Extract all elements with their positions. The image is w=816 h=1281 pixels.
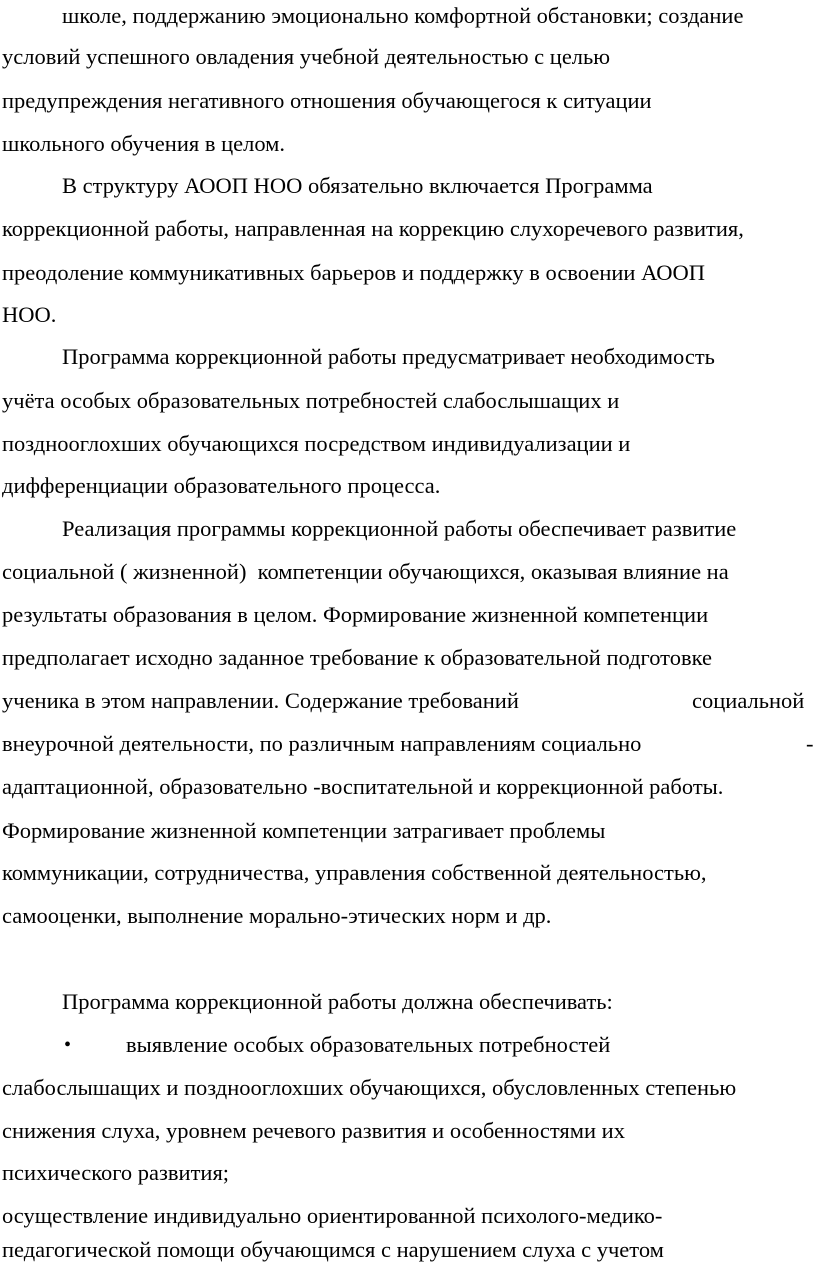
paragraph-start: Реализация программы коррекционной работы обеспечивает развитие bbox=[62, 516, 737, 541]
text-line: адаптационной, образовательно -воспитательной и коррекционной работы. bbox=[2, 774, 724, 799]
paragraph-start: Программа коррекционной работы должна обеспечивать: bbox=[62, 989, 613, 1014]
text-line: условий успешного овладения учебной деятельностью с целью bbox=[2, 44, 611, 69]
text-line: социальной ( жизненной) компетенции обучающихся, оказывая влияние на bbox=[2, 559, 729, 584]
text-line: коррекционной работы, направленная на коррекцию слухоречевого развития, bbox=[2, 216, 744, 241]
text-line: учёта особых образовательных потребностей слабослышащих и bbox=[2, 388, 620, 413]
text-line: школе, поддержанию эмоционально комфортной обстановки; создание bbox=[62, 3, 744, 28]
text-line: предполагает исходно заданное требование к образовательной подготовке bbox=[2, 645, 712, 670]
text-line: дифференциации образовательного процесса. bbox=[2, 473, 441, 498]
text-line: коммуникации, сотрудничества, управления собственной деятельностью, bbox=[2, 860, 707, 885]
text-line: НОО. bbox=[2, 302, 57, 327]
text-line: самооценки, выполнение морально-этических норм и др. bbox=[2, 903, 552, 928]
text-line: преодоление коммуникативных барьеров и поддержку в освоении АООП bbox=[2, 260, 705, 285]
text-line-fragment: - bbox=[806, 731, 814, 756]
text-line: результаты образования в целом. Формирование жизненной компетенции bbox=[2, 602, 709, 627]
paragraph-start: В структуру АООП НОО обязательно включается Программа bbox=[62, 173, 653, 198]
list-item-text: выявление особых образовательных потребностей bbox=[126, 1032, 611, 1057]
text-line: осуществление индивидуально ориентированной психолого-медико- bbox=[2, 1203, 663, 1228]
text-line: слабослышащих и позднооглохших обучающихся, обусловленных степенью bbox=[2, 1075, 737, 1100]
text-line: школьного обучения в целом. bbox=[2, 131, 286, 156]
text-line: ученика в этом направлении. Содержание требований bbox=[2, 688, 519, 713]
paragraph-start: Программа коррекционной работы предусматривает необходимость bbox=[62, 344, 715, 369]
text-line: позднооглохших обучающихся посредством индивидуализации и bbox=[2, 431, 631, 456]
text-line: снижения слуха, уровнем речевого развития и особенностями их bbox=[2, 1118, 625, 1143]
text-line: внеурочной деятельности, по различным направлениям социально bbox=[2, 731, 642, 756]
text-line: педагогической помощи обучающимся с нарушением слуха с учетом bbox=[2, 1237, 664, 1262]
text-line: предупреждения негативного отношения обучающегося к ситуации bbox=[2, 88, 652, 113]
text-line: психического развития; bbox=[2, 1160, 230, 1185]
text-line: Формирование жизненной компетенции затрагивает проблемы bbox=[2, 818, 606, 843]
text-line-fragment: социальной bbox=[692, 688, 805, 713]
bullet-icon: • bbox=[64, 1034, 72, 1056]
